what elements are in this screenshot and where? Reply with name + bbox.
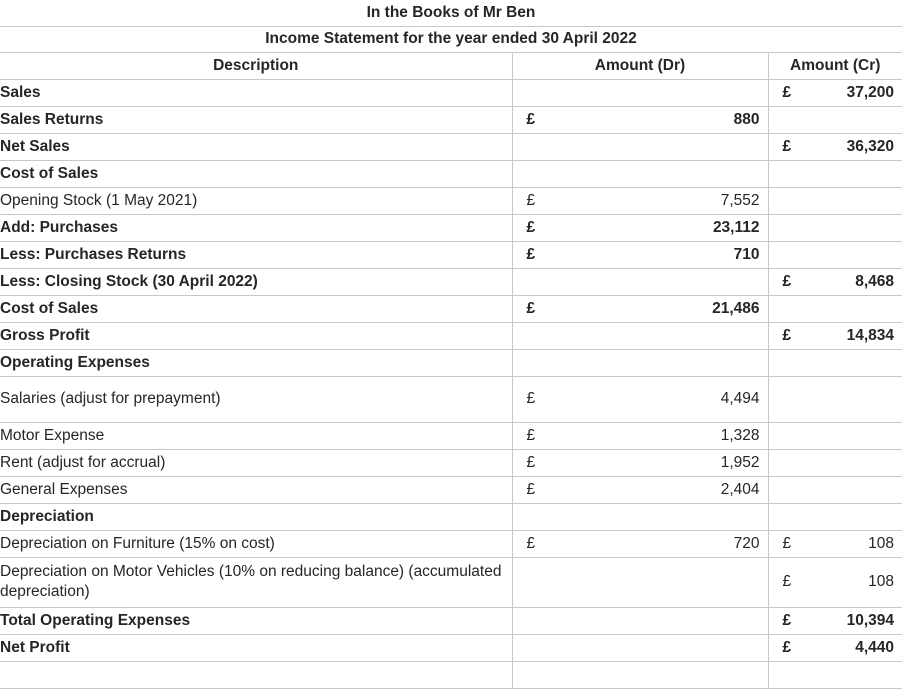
row-amount-dr <box>512 295 768 322</box>
row-amount-cr <box>768 106 902 133</box>
row-amount-cr <box>768 503 902 530</box>
row-description: Depreciation on Motor Vehicles (10% on reducing balance) (accumulated depreciation) <box>0 557 512 607</box>
amount-value: 720 <box>733 534 760 552</box>
currency-symbol: £ <box>526 110 536 128</box>
row-amount-dr <box>512 607 768 634</box>
row-amount-dr <box>512 214 768 241</box>
amount-value: 1,328 <box>720 426 760 444</box>
currency-symbol: £ <box>782 534 792 552</box>
statement-row <box>0 241 902 268</box>
row-amount-cr <box>768 295 902 322</box>
row-description: General Expenses <box>0 476 512 503</box>
row-amount-cr <box>768 449 902 476</box>
row-description: Operating Expenses <box>0 349 512 376</box>
row-amount-dr <box>512 476 768 503</box>
row-description: Cost of Sales <box>0 295 512 322</box>
row-amount-dr <box>512 160 768 187</box>
row-amount-dr <box>512 241 768 268</box>
row-description: Motor Expense <box>0 422 512 449</box>
statement-row <box>0 160 902 187</box>
row-amount-cr <box>768 557 902 607</box>
row-description: Sales <box>0 79 512 106</box>
amount-value: 21,486 <box>712 299 760 317</box>
row-amount-dr <box>512 449 768 476</box>
statement-row <box>0 557 902 607</box>
row-description: Net Profit <box>0 634 512 661</box>
row-description: Total Operating Expenses <box>0 607 512 634</box>
statement-row <box>0 449 902 476</box>
row-amount-dr <box>512 133 768 160</box>
currency-symbol: £ <box>526 299 536 317</box>
row-amount-cr <box>768 268 902 295</box>
row-amount-cr <box>768 661 902 688</box>
row-amount-dr <box>512 79 768 106</box>
table-body <box>0 0 902 79</box>
document-title-2: Income Statement for the year ended 30 April 2022 <box>0 26 902 52</box>
amount-value: 108 <box>868 573 894 591</box>
statement-row <box>0 530 902 557</box>
currency-symbol: £ <box>526 218 536 236</box>
row-amount-cr <box>768 530 902 557</box>
row-description: Salaries (adjust for prepayment) <box>0 376 512 422</box>
row-description <box>0 661 512 688</box>
amount-value: 710 <box>733 245 760 263</box>
amount-value: 4,494 <box>720 390 760 408</box>
currency-symbol: £ <box>526 426 536 444</box>
row-description: Add: Purchases <box>0 214 512 241</box>
statement-row <box>0 634 902 661</box>
row-description: Gross Profit <box>0 322 512 349</box>
row-description: Sales Returns <box>0 106 512 133</box>
statement-row <box>0 476 902 503</box>
amount-value: 880 <box>733 110 760 128</box>
row-amount-dr <box>512 376 768 422</box>
amount-value: 14,834 <box>846 326 894 344</box>
row-amount-cr <box>768 349 902 376</box>
currency-symbol: £ <box>782 611 792 629</box>
row-amount-cr <box>768 376 902 422</box>
column-header-row <box>0 52 902 79</box>
amount-value: 8,468 <box>855 272 894 290</box>
row-amount-dr <box>512 634 768 661</box>
amount-value: 1,952 <box>720 453 760 471</box>
row-amount-cr <box>768 160 902 187</box>
row-description: Net Sales <box>0 133 512 160</box>
row-description: Less: Closing Stock (30 April 2022) <box>0 268 512 295</box>
column-header-description: Description <box>0 52 512 79</box>
row-amount-dr <box>512 187 768 214</box>
row-description: Opening Stock (1 May 2021) <box>0 187 512 214</box>
amount-value: 2,404 <box>720 480 760 498</box>
statement-row-blank <box>0 661 902 688</box>
row-amount-dr <box>512 503 768 530</box>
row-amount-dr <box>512 268 768 295</box>
currency-symbol: £ <box>782 326 792 344</box>
amount-value: 7,552 <box>720 191 760 209</box>
row-description: Less: Purchases Returns <box>0 241 512 268</box>
statement-row <box>0 106 902 133</box>
row-amount-cr <box>768 214 902 241</box>
currency-symbol: £ <box>526 390 536 408</box>
row-amount-cr <box>768 79 902 106</box>
currency-symbol: £ <box>782 638 792 656</box>
row-amount-cr <box>768 607 902 634</box>
row-description: Depreciation on Furniture (15% on cost) <box>0 530 512 557</box>
document-title-1: In the Books of Mr Ben <box>0 0 902 26</box>
statement-row <box>0 322 902 349</box>
amount-value: 108 <box>868 534 894 552</box>
amount-value: 36,320 <box>846 137 894 155</box>
document-title-row-2 <box>0 26 902 52</box>
row-amount-cr <box>768 133 902 160</box>
currency-symbol: £ <box>526 534 536 552</box>
statement-row <box>0 187 902 214</box>
row-amount-dr <box>512 661 768 688</box>
row-amount-dr <box>512 422 768 449</box>
row-amount-dr <box>512 530 768 557</box>
amount-value: 37,200 <box>846 83 894 101</box>
currency-symbol: £ <box>526 245 536 263</box>
statement-row <box>0 214 902 241</box>
statement-row <box>0 79 902 106</box>
row-amount-cr <box>768 241 902 268</box>
amount-value: 10,394 <box>846 611 894 629</box>
row-amount-dr <box>512 322 768 349</box>
currency-symbol: £ <box>526 191 536 209</box>
row-amount-dr <box>512 106 768 133</box>
column-header-amount-cr: Amount (Cr) <box>768 52 902 79</box>
row-amount-cr <box>768 476 902 503</box>
statement-row <box>0 376 902 422</box>
row-amount-cr <box>768 634 902 661</box>
row-description: Depreciation <box>0 503 512 530</box>
statement-row <box>0 607 902 634</box>
currency-symbol: £ <box>526 453 536 471</box>
statement-row <box>0 268 902 295</box>
currency-symbol: £ <box>782 573 792 591</box>
row-amount-cr <box>768 187 902 214</box>
row-amount-cr <box>768 322 902 349</box>
currency-symbol: £ <box>782 272 792 290</box>
document-title-row-1 <box>0 0 902 26</box>
statement-row <box>0 503 902 530</box>
row-amount-dr <box>512 557 768 607</box>
row-description: Rent (adjust for accrual) <box>0 449 512 476</box>
currency-symbol: £ <box>782 137 792 155</box>
currency-symbol: £ <box>782 83 792 101</box>
statement-row <box>0 295 902 322</box>
currency-symbol: £ <box>526 480 536 498</box>
row-amount-dr <box>512 349 768 376</box>
statement-row <box>0 349 902 376</box>
statement-row <box>0 422 902 449</box>
amount-value: 4,440 <box>855 638 894 656</box>
column-header-amount-dr: Amount (Dr) <box>512 52 768 79</box>
statement-rows <box>0 79 902 688</box>
statement-row <box>0 133 902 160</box>
row-description: Cost of Sales <box>0 160 512 187</box>
row-amount-cr <box>768 422 902 449</box>
amount-value: 23,112 <box>712 218 760 236</box>
